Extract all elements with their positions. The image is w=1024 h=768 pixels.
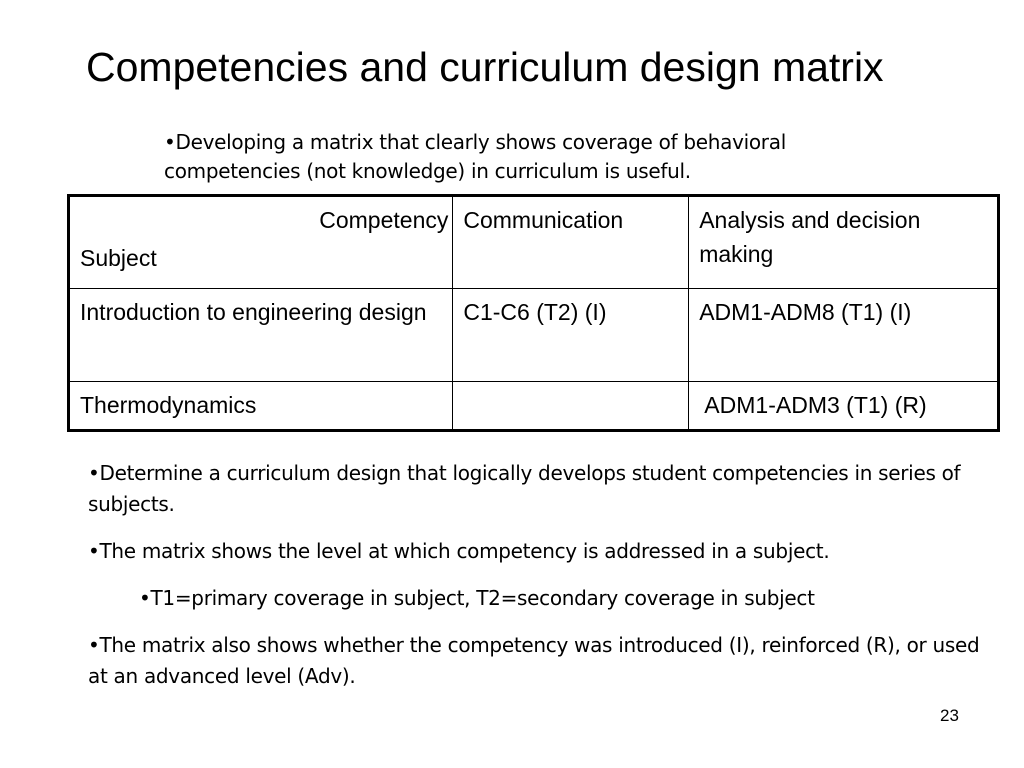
table-row xyxy=(69,382,999,431)
table-row xyxy=(69,289,999,382)
intro-bullet: •Developing a matrix that clearly shows coverage of behavioral competencies (not knowledge) in curriculum is useful. xyxy=(164,130,786,183)
bullet-sub-item: •T1=primary coverage in subject, T2=secondary coverage in subject xyxy=(139,586,815,610)
bullet-list xyxy=(88,458,988,708)
subject-cell: Introduction to engineering design xyxy=(69,289,453,382)
subject-cell: Thermodynamics xyxy=(69,382,453,431)
competency-header-label: Competency xyxy=(319,207,449,233)
bullet-item: •Determine a curriculum design that logically develops student competencies in series of subjects. xyxy=(88,461,961,516)
bullet-item: •The matrix shows the level at which competency is addressed in a subject. xyxy=(88,539,830,563)
analysis-cell: ADM1-ADM3 (T1) (R) xyxy=(689,382,999,431)
bullet-item: •The matrix also shows whether the competency was introduced (I), reinforced (R), or used at an advanced level (Adv). xyxy=(88,633,980,688)
header-cell-communication: Communication xyxy=(453,196,689,289)
competency-matrix-table xyxy=(67,194,1000,432)
slide-title: Competencies and curriculum design matrix xyxy=(86,44,884,90)
communication-cell xyxy=(453,382,689,431)
subject-header-label: Subject xyxy=(80,245,157,271)
header-corner-cell xyxy=(69,196,453,289)
analysis-cell: ADM1-ADM8 (T1) (I) xyxy=(689,289,999,382)
table-header-row xyxy=(69,196,999,289)
page-number: 23 xyxy=(940,706,959,725)
header-cell-analysis: Analysis and decision making xyxy=(689,196,999,289)
communication-cell: C1-C6 (T2) (I) xyxy=(453,289,689,382)
